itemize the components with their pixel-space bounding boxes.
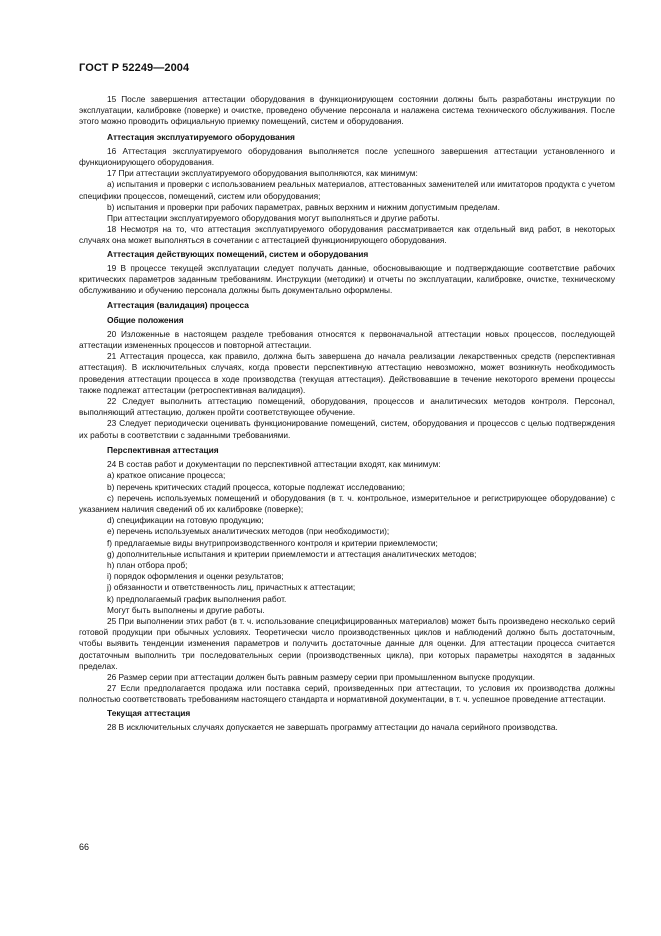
list-item-24-h: h) план отбора проб; [107, 559, 188, 570]
paragraph-20: 20 Изложенные в настоящем разделе требования относятся к первоначальной аттестации новых процессов, последующей аттестации измененных процессов и повторной аттестации. [79, 328, 615, 351]
paragraph-19: 19 В процессе текущей эксплуатации следует получать данные, обосновывающие и подтверждающие соответствие рабочих критических параметров заданным требованиям. Инструкции (методики) и отчеты по эксплуатации, калибровке, очистке, техническому обслуживанию и обучению персонала должны быть документально оформлены. [79, 262, 615, 296]
paragraph-17-note: При аттестации эксплуатируемого оборудования могут выполняться и другие работы. [107, 213, 440, 224]
paragraph-21: 21 Аттестация процесса, как правило, должна быть завершена до начала реализации лекарственных средств (перспективная аттестация). В исключительных случаях, когда провести перспективную аттестацию невозможно, может возникнуть необходимость проведения аттестации процесса в ходе производства (текущая аттестация). Действовавшие в течение некоторого времени процессы также подлежат аттестации (ретроспективная валидация). [79, 351, 615, 395]
paragraph-17: 17 При аттестации эксплуатируемого оборудования выполняются, как минимум: [107, 168, 418, 179]
page-number: 66 [79, 842, 90, 852]
list-item-24-i: i) порядок оформления и оценки результатов; [107, 571, 284, 582]
document-header: ГОСТ Р 52249—2004 [79, 62, 190, 74]
paragraph-17-item-a: а) испытания и проверки с использованием реальных материалов, аттестованных заменителей или имитаторов продукта с учетом специфики процессов, помещений, систем или оборудования; [79, 179, 615, 201]
list-item-24-d: d) спецификации на готовую продукцию; [107, 515, 264, 526]
heading-general-provisions: Общие положения [107, 314, 184, 325]
paragraph-18: 18 Несмотря на то, что аттестация эксплуатируемого оборудования рассматривается как отдельный вид работ, в некоторых случаях она может выполняться в сочетании с аттестацией функционирующего оборудования. [79, 224, 615, 246]
list-item-24-b: b) перечень критических стадий процесса, которые подлежат исследованию; [107, 481, 405, 492]
document-body [79, 94, 615, 733]
list-item-24-f: f) предлагаемые виды внутрипроизводственного контроля и критерии приемлемости; [107, 537, 438, 548]
paragraph-25: 25 При выполнении этих работ (в т. ч. использование специфицированных материалов) может быть произведено несколько серий готовой продукции при обычных условиях. Теоретически число производственных циклов и наблюдений должно быть достаточным, чтобы выявить тенденции изменения параметров и получить достаточные данные для оценки. Для аттестации процесса считается достаточным выполнить три последовательных серии (производственных цикла), при которых параметры находятся в заданных пределах. [79, 615, 615, 671]
heading-process-validation: Аттестация (валидация) процесса [107, 300, 249, 311]
heading-prospective-validation: Перспективная аттестация [107, 444, 219, 455]
paragraph-24-note: Могут быть выполнены и другие работы. [107, 604, 265, 615]
paragraph-17-item-b: b) испытания и проверки при рабочих параметрах, равных верхним и нижним допустимым пределам. [107, 201, 500, 212]
list-item-24-j: j) обязанности и ответственность лиц, причастных к аттестации; [107, 582, 356, 593]
paragraph-22: 22 Следует выполнить аттестацию помещений, оборудования, процессов и аналитических методов контроля. Персонал, выполняющий аттестацию, должен пройти соответствующее обучение. [79, 396, 615, 418]
paragraph-28: 28 В исключительных случаях допускается не завершать программу аттестации до начала серийного производства. [107, 721, 558, 732]
list-item-24-a: а) краткое описание процесса; [107, 470, 226, 481]
list-item-24-g: g) дополнительные испытания и критерии приемлемости и аттестация аналитических методов; [107, 548, 477, 559]
paragraph-15: 15 После завершения аттестации оборудования в функционирующем состоянии должны быть разработаны инструкции по эксплуатации, калибровке (поверке) и очистке, проведено обучение персонала и налажена система технического обслуживания. После этого можно проводить официальную приемку помещений, систем и оборудования. [79, 94, 615, 127]
heading-concurrent-validation: Текущая аттестация [107, 707, 191, 718]
paragraph-16: 16 Аттестация эксплуатируемого оборудования выполняется после успешного завершения аттестации установленного и функционирующего оборудования. [79, 145, 615, 168]
list-item-24-c: с) перечень используемых помещений и оборудования (в т. ч. контрольное, измерительное и регистрирующее оборудование) с указанием наличия сведений об их калибровке (поверке); [79, 492, 615, 514]
paragraph-24: 24 В состав работ и документации по перспективной аттестации входят, как минимум: [107, 459, 441, 470]
heading-existing-facilities: Аттестация действующих помещений, систем и оборудования [107, 248, 369, 259]
heading-operational-qualification: Аттестация эксплуатируемого оборудования [107, 131, 295, 142]
paragraph-23: 23 Следует периодически оценивать функционирование помещений, систем, оборудования и процессов с целью подтверждения их работы в соответствии с заданными требованиями. [79, 418, 615, 440]
list-item-24-e: е) перечень используемых аналитических методов (при необходимости); [107, 526, 390, 537]
paragraph-27: 27 Если предполагается продажа или поставка серий, произведенных при аттестации, то условия их производства должны полностью соответствовать требованиям настоящего стандарта и нормативной документации, в т. ч. успешное проведение аттестации. [79, 683, 615, 705]
list-item-24-k: k) предполагаемый график выполнения работ. [107, 593, 287, 604]
paragraph-26: 26 Размер серии при аттестации должен быть равным размеру серии при промышленном выпуске продукции. [107, 671, 535, 682]
